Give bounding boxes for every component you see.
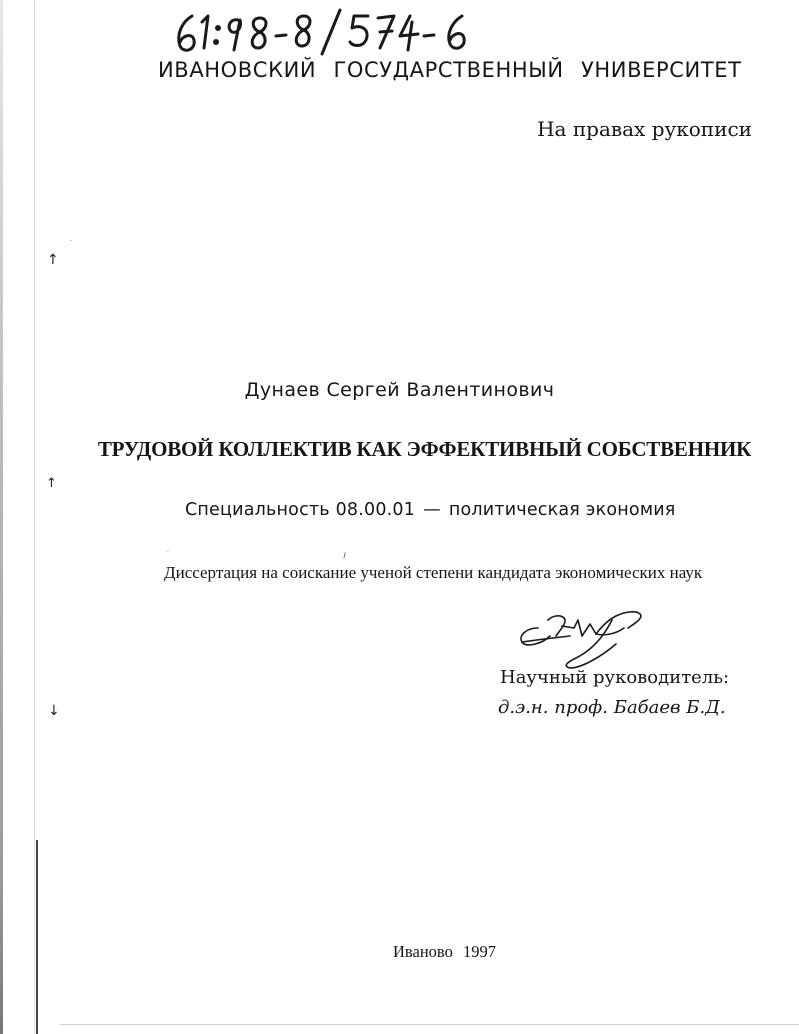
scan-mark: ↑ [47,252,59,268]
advisor-label: Научный руководитель: [500,667,730,688]
city-year: Иваново 1997 [393,942,496,961]
scan-binding-shadow [36,840,38,1034]
scan-dot: · [167,549,169,556]
specialty-dash: — [423,500,441,520]
scan-tick: ⸝ [337,545,350,561]
specialty-field: политическая экономия [448,500,676,520]
advisor-name: д.э.н. проф. Бабаев Б.Д. [498,697,726,718]
scan-mark: ↓ [48,703,60,719]
scan-mark: ↑ [46,476,57,491]
specialty-line [185,500,676,520]
scan-binding-edge [0,0,3,1034]
author-name: Дунаев Сергей Валентинович [244,379,555,401]
university-name: ИВАНОВСКИЙ ГОСУДАРСТВЕННЫЙ УНИВЕРСИТЕТ [158,58,742,82]
specialty-code: Специальность 08.00.01 [185,500,416,520]
handwritten-archive-code [172,8,472,56]
scan-binding-line [34,0,35,1034]
dissertation-title: ТРУДОВОЙ КОЛЛЕКТИВ КАК ЭФФЕКТИВНЫЙ СОБСТВЕННИК [97,437,752,461]
manuscript-rights-note: На правах рукописи [537,117,752,141]
scan-bottom-edge [60,1024,799,1025]
advisor-signature [512,606,647,672]
scan-dot: · [70,238,72,245]
dissertation-degree-line: Диссертация на соискание ученой степени кандидата экономических наук [164,563,703,582]
